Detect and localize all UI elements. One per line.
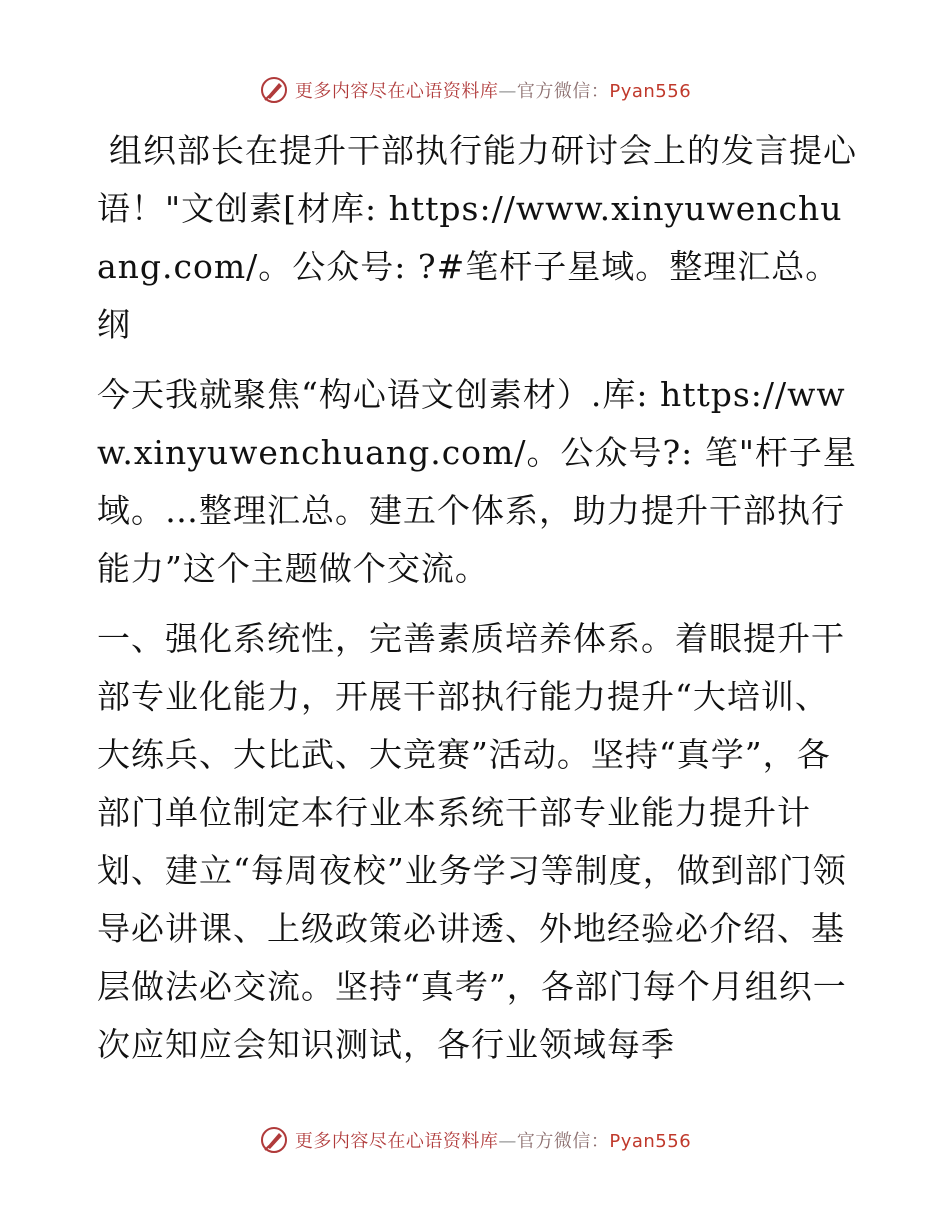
header-watermark <box>0 70 950 110</box>
watermark-slogan: 更多内容尽在心语资料库 <box>294 1131 499 1152</box>
watermark-text <box>295 1127 691 1153</box>
footer-watermark <box>0 1120 950 1160</box>
watermark-separator: — <box>498 1131 517 1152</box>
watermark-wechat-label: 官方微信： <box>516 81 610 102</box>
paragraph-intro: 今天我就聚焦“构心语文创素材）.库: https://www.xinyuwenchuang.com/。公众号?: 笔"杆子星域。…整理汇总。建五个体系，助力提升干部执行能力”这个主题做个交流。 <box>97 375 857 588</box>
document-body <box>97 122 857 1086</box>
watermark-wechat-label: 官方微信： <box>516 1131 610 1152</box>
quill-pen-icon <box>259 1125 289 1155</box>
quill-pen-icon <box>259 75 289 105</box>
paragraph-section-one: 一、强化系统性，完善素质培养体系。着眼提升干部专业化能力，开展干部执行能力提升“大培训、大练兵、大比武、大竞赛”活动。坚持“真学”，各部门单位制定本行业本系统干部专业能力提升计划、建立“每周夜校”业务学习等制度，做到部门领导必讲课、上级政策必讲透、外地经验必介绍、基层做法必交流。坚持“真考”，各部门每个月组织一次应知应会知识测试，各行业领域每季 <box>97 619 847 1064</box>
watermark-wechat-id: Pyan556 <box>609 1131 692 1152</box>
watermark-wechat-id: Pyan556 <box>609 81 692 102</box>
watermark-slogan: 更多内容尽在心语资料库 <box>294 81 499 102</box>
paragraph-title: 组织部长在提升干部执行能力研讨会上的发言提心语！"文创素[材库: https://www.xinyuwenchuang.com/。公众号: ?#笔杆子星域。整理汇总。纲 <box>97 131 857 344</box>
watermark-separator: — <box>498 81 517 102</box>
watermark-text <box>295 77 691 103</box>
